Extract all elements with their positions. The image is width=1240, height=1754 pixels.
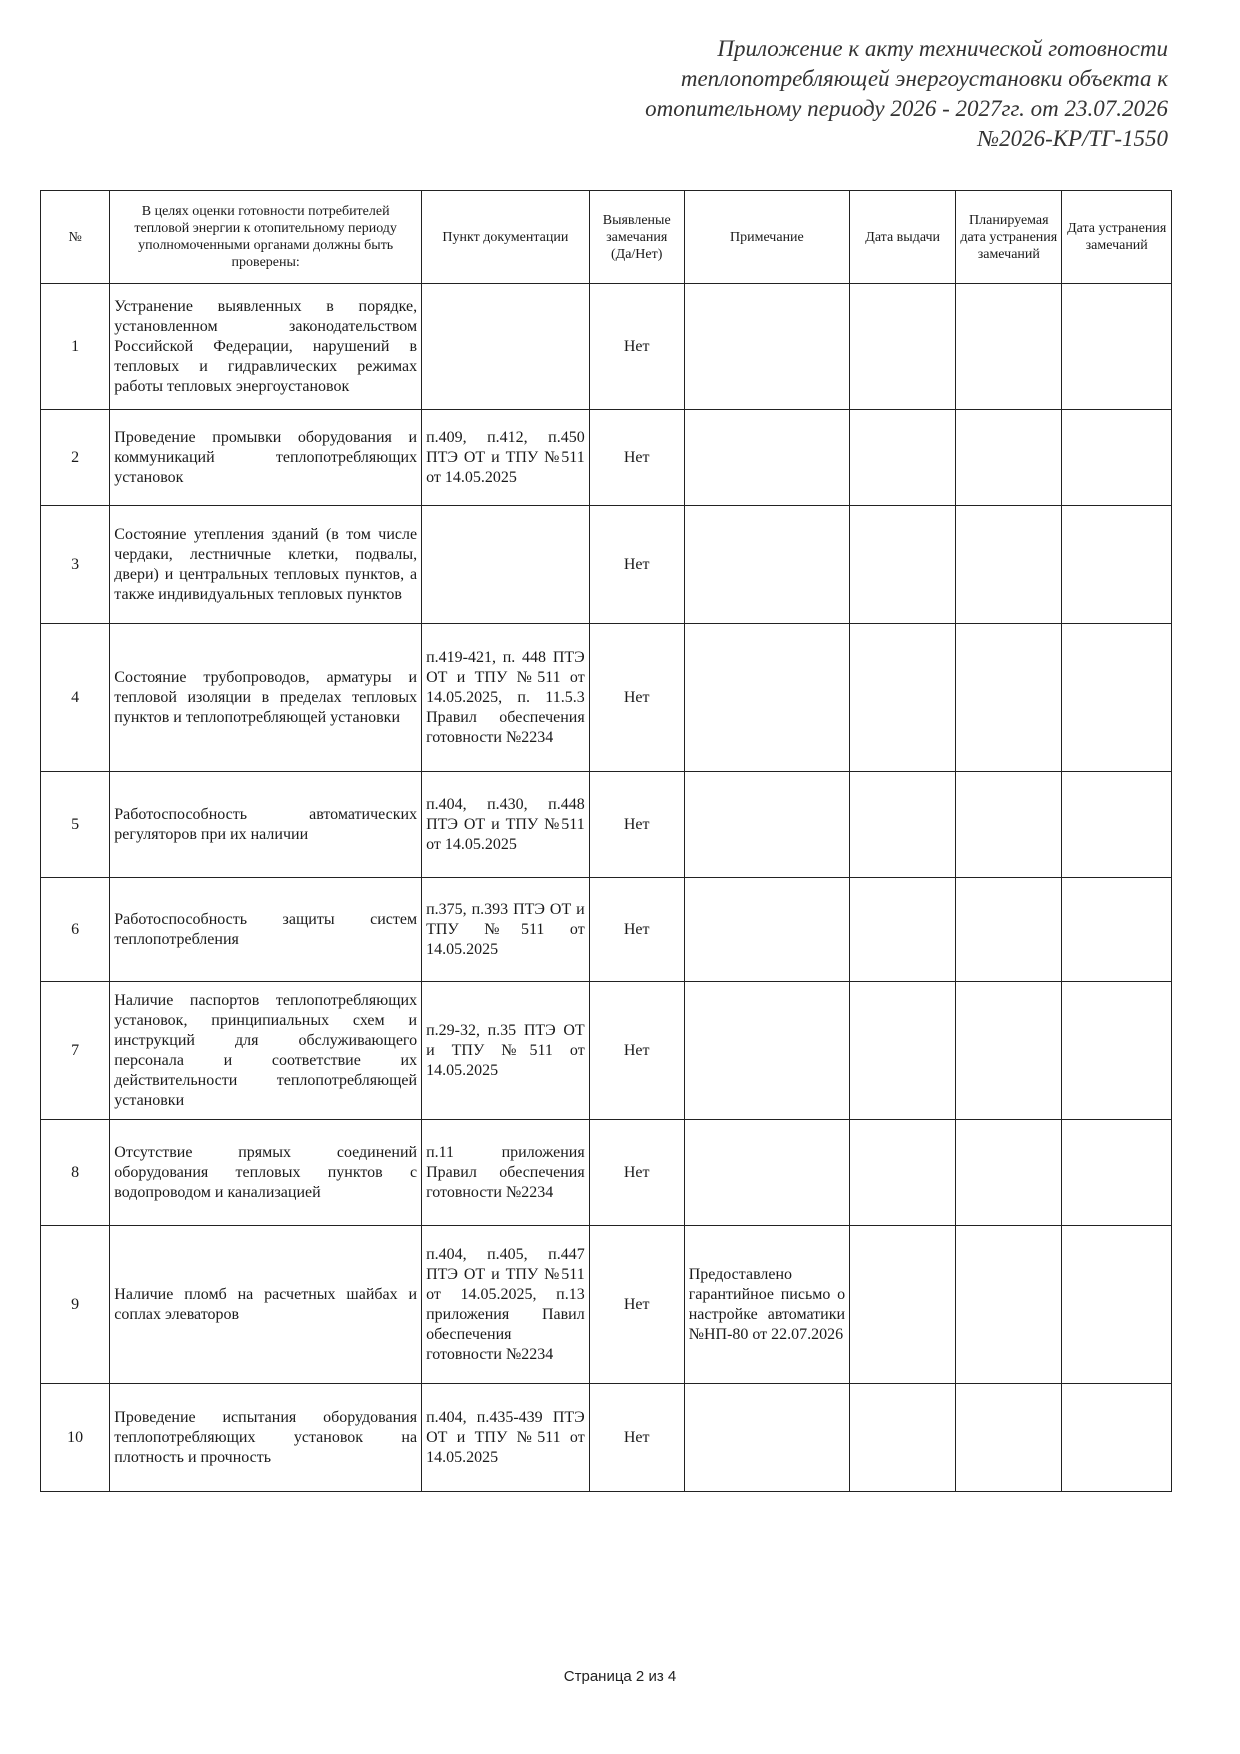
row-planned-date	[956, 284, 1062, 410]
table-row	[41, 982, 1172, 1120]
row-issue-date	[850, 982, 956, 1120]
row-issue-date	[850, 1384, 956, 1492]
row-fix-date	[1062, 878, 1172, 982]
row-planned-date	[956, 506, 1062, 624]
row-fix-date	[1062, 506, 1172, 624]
row-planned-date	[956, 1384, 1062, 1492]
page-number: Страница 2 из 4	[563, 1668, 677, 1685]
row-answer: Нет	[589, 1120, 684, 1226]
table-row	[41, 1384, 1172, 1492]
col-header-clause: Пункт документации	[422, 191, 590, 284]
row-note	[684, 1384, 849, 1492]
row-requirement: Устранение выявленных в порядке, установленном законодательством Российской Федерации, нарушений в тепловых и гидравлических режимах работы тепловых энергоустановок	[110, 284, 422, 410]
row-requirement: Работоспособность автоматических регуляторов при их наличии	[110, 772, 422, 878]
row-answer: Нет	[589, 982, 684, 1120]
row-planned-date	[956, 878, 1062, 982]
col-header-planned-date: Планируемая дата устранения замечаний	[956, 191, 1062, 284]
row-fix-date	[1062, 1120, 1172, 1226]
header-line-4: №2026-КР/ТГ-1550	[977, 126, 1168, 151]
col-header-issue-date: Дата выдачи	[850, 191, 956, 284]
row-number: 5	[41, 772, 110, 878]
row-requirement: Работоспособность защиты систем теплопотребления	[110, 878, 422, 982]
row-planned-date	[956, 772, 1062, 878]
row-answer: Нет	[589, 410, 684, 506]
col-header-fix-date: Дата устранения замечаний	[1062, 191, 1172, 284]
row-issue-date	[850, 410, 956, 506]
table-row	[41, 506, 1172, 624]
row-note: Предоставлено гарантийное письмо о настройке автоматики №НП-80 от 22.07.2026	[684, 1226, 849, 1384]
col-header-note: Примечание	[684, 191, 849, 284]
row-clause: п.409, п.412, п.450 ПТЭ ОТ и ТПУ №511 от 14.05.2025	[422, 410, 590, 506]
row-issue-date	[850, 506, 956, 624]
row-note	[684, 982, 849, 1120]
row-fix-date	[1062, 624, 1172, 772]
inspection-table	[40, 190, 1172, 1492]
row-note	[684, 1120, 849, 1226]
row-number: 3	[41, 506, 110, 624]
row-issue-date	[850, 878, 956, 982]
row-fix-date	[1062, 1226, 1172, 1384]
table-row	[41, 284, 1172, 410]
header-line-2: теплопотребляющей энергоустановки объекта к	[680, 66, 1168, 91]
row-note	[684, 878, 849, 982]
header-line-1: Приложение к акту технической готовности	[717, 36, 1168, 61]
row-planned-date	[956, 982, 1062, 1120]
row-number: 8	[41, 1120, 110, 1226]
row-answer: Нет	[589, 506, 684, 624]
row-requirement: Отсутствие прямых соединений оборудования тепловых пунктов с водопроводом и канализацией	[110, 1120, 422, 1226]
row-number: 1	[41, 284, 110, 410]
row-planned-date	[956, 410, 1062, 506]
row-number: 10	[41, 1384, 110, 1492]
row-answer: Нет	[589, 284, 684, 410]
col-header-remarks: Выявленые замечания (Да/Нет)	[589, 191, 684, 284]
table-row	[41, 878, 1172, 982]
row-requirement: Состояние трубопроводов, арматуры и тепловой изоляции в пределах тепловых пунктов и теплопотребляющей установки	[110, 624, 422, 772]
table-row	[41, 772, 1172, 878]
table-row	[41, 624, 1172, 772]
table-header-row	[41, 191, 1172, 284]
document-header	[568, 34, 1168, 154]
row-clause: п.419-421, п. 448 ПТЭ ОТ и ТПУ №511 от 14.05.2025, п. 11.5.3 Правил обеспечения готовности №2234	[422, 624, 590, 772]
row-number: 6	[41, 878, 110, 982]
table-row	[41, 1226, 1172, 1384]
row-answer: Нет	[589, 1226, 684, 1384]
row-requirement: Проведение промывки оборудования и коммуникаций теплопотребляющих установок	[110, 410, 422, 506]
row-clause	[422, 506, 590, 624]
row-fix-date	[1062, 284, 1172, 410]
row-number: 2	[41, 410, 110, 506]
row-answer: Нет	[589, 772, 684, 878]
row-planned-date	[956, 624, 1062, 772]
row-note	[684, 506, 849, 624]
row-note	[684, 772, 849, 878]
row-issue-date	[850, 624, 956, 772]
row-clause: п.29-32, п.35 ПТЭ ОТ и ТПУ №511 от 14.05.2025	[422, 982, 590, 1120]
row-planned-date	[956, 1226, 1062, 1384]
row-issue-date	[850, 1226, 956, 1384]
row-number: 7	[41, 982, 110, 1120]
row-number: 4	[41, 624, 110, 772]
row-clause: п.404, п.435-439 ПТЭ ОТ и ТПУ №511 от 14.05.2025	[422, 1384, 590, 1492]
row-answer: Нет	[589, 624, 684, 772]
row-requirement: Состояние утепления зданий (в том числе чердаки, лестничные клетки, подвалы, двери) и центральных тепловых пунктов, а также индивидуальных тепловых пунктов	[110, 506, 422, 624]
table-row	[41, 410, 1172, 506]
row-answer: Нет	[589, 1384, 684, 1492]
row-issue-date	[850, 772, 956, 878]
row-note	[684, 410, 849, 506]
row-fix-date	[1062, 410, 1172, 506]
row-fix-date	[1062, 772, 1172, 878]
row-requirement: Наличие паспортов теплопотребляющих установок, принципиальных схем и инструкций для обслуживающего персонала и соответствие их действительности теплопотребляющей установки	[110, 982, 422, 1120]
row-note	[684, 284, 849, 410]
col-header-requirement: В целях оценки готовности потребителей тепловой энергии к отопительному периоду уполномоченными органами должны быть проверены:	[110, 191, 422, 284]
header-line-3: отопительному периоду 2026 - 2027гг. от 23.07.2026	[645, 96, 1168, 121]
row-issue-date	[850, 284, 956, 410]
row-planned-date	[956, 1120, 1062, 1226]
row-clause	[422, 284, 590, 410]
row-clause: п.375, п.393 ПТЭ ОТ и ТПУ №511 от 14.05.2025	[422, 878, 590, 982]
row-fix-date	[1062, 982, 1172, 1120]
row-clause: п.11 приложения Правил обеспечения готовности №2234	[422, 1120, 590, 1226]
table-row	[41, 1120, 1172, 1226]
row-fix-date	[1062, 1384, 1172, 1492]
row-requirement: Проведение испытания оборудования теплопотребляющих установок на плотность и прочность	[110, 1384, 422, 1492]
row-clause: п.404, п.430, п.448 ПТЭ ОТ и ТПУ №511 от 14.05.2025	[422, 772, 590, 878]
row-number: 9	[41, 1226, 110, 1384]
col-header-number: №	[41, 191, 110, 284]
row-issue-date	[850, 1120, 956, 1226]
row-answer: Нет	[589, 878, 684, 982]
row-note	[684, 624, 849, 772]
row-requirement: Наличие пломб на расчетных шайбах и соплах элеваторов	[110, 1226, 422, 1384]
row-clause: п.404, п.405, п.447 ПТЭ ОТ и ТПУ №511 от 14.05.2025, п.13 приложения Павил обеспечения готовности №2234	[422, 1226, 590, 1384]
